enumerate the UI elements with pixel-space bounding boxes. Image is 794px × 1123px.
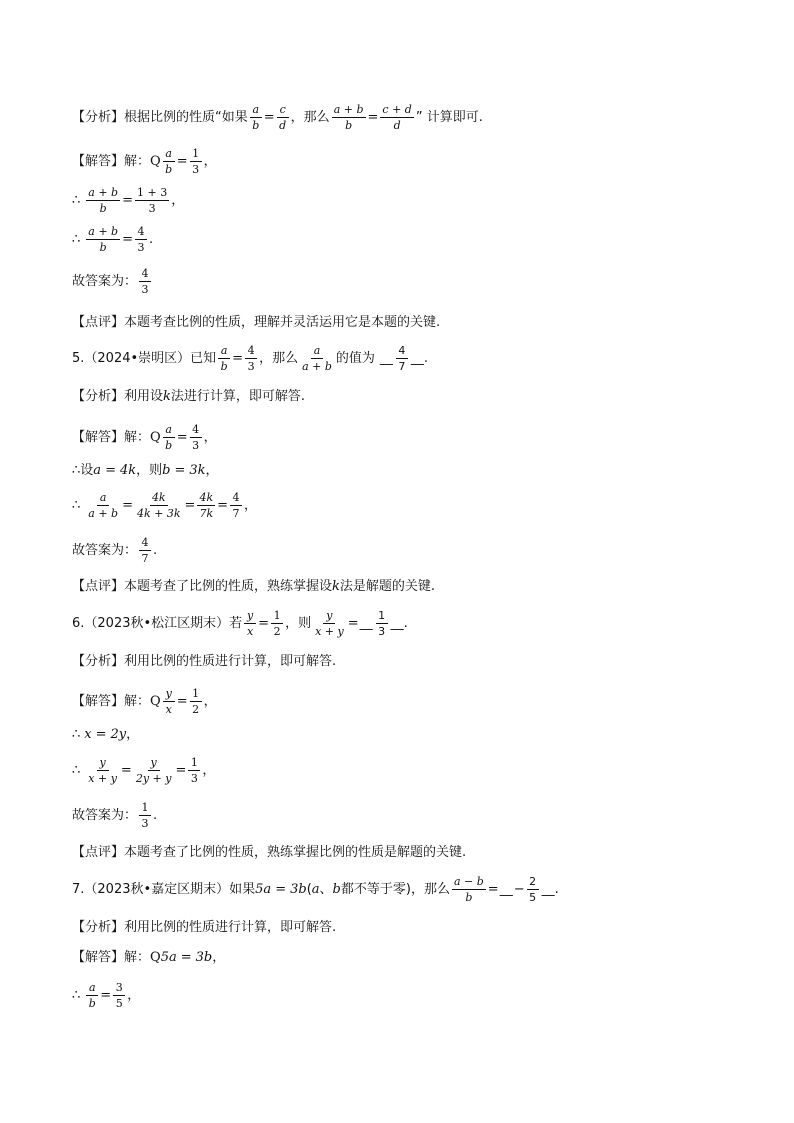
expression: 5a (160, 950, 177, 965)
q6-step2 (72, 757, 754, 784)
comment-text: 本题考查了比例的性质，熟练掌握比例的性质是解题的关键. (124, 845, 467, 860)
therefore-symbol: ∴ (72, 193, 81, 208)
therefore-symbol: ∴ (72, 988, 81, 1003)
s4-final-answer (72, 268, 754, 295)
fraction: $\frac{a}{a + b}$ (88, 491, 119, 520)
fraction: $\frac{1}{2}$ (190, 688, 202, 715)
step-text: ，则 (136, 463, 163, 478)
equals-sign: = (120, 763, 132, 778)
answer-blank: __ (379, 351, 393, 366)
expression: 3k (189, 463, 206, 478)
fraction: $\frac{y}{x}$ (163, 688, 175, 715)
equals-sign: = (175, 763, 187, 778)
because-symbol: Q (150, 430, 161, 445)
s4-answer-line (72, 148, 754, 175)
final-answer-text: 故答案为： (72, 543, 138, 558)
fraction: $\frac{c + d}{d}$ (382, 103, 412, 132)
because-symbol: Q (150, 154, 161, 169)
question-prefix: 6.（2023秋•松江区期末）若 (72, 616, 243, 631)
equals-sign: = (105, 463, 116, 478)
answer-label: 【解答】 (72, 154, 125, 169)
q6-analysis (72, 655, 754, 668)
blank-answer: $\frac{2}{5}$ (527, 876, 539, 903)
q7-question (72, 876, 754, 903)
answer-jie: 解： (124, 694, 151, 709)
q5-question (72, 345, 754, 372)
s4-step1-line (72, 187, 754, 214)
expression: 3b (195, 950, 213, 965)
fraction: $\frac{c}{d}$ (277, 104, 289, 131)
equals-sign: = (487, 882, 499, 897)
fraction: $\frac{y}{x + y}$ (315, 609, 344, 638)
paren: ( (306, 882, 312, 897)
fraction: $\frac{a}{a + b}$ (302, 344, 332, 373)
answer-jie: 解： (124, 430, 151, 445)
fraction: $\frac{1 + 3}{3}$ (137, 186, 168, 215)
answer-label: 【解答】 (72, 950, 125, 965)
punctuation: ， (203, 694, 217, 709)
expression: 2y (110, 727, 127, 742)
fraction: $\frac{y}{x + y}$ (88, 756, 117, 785)
punctuation: ， (203, 430, 217, 445)
s4-analysis-line (72, 104, 754, 131)
answer-blank: __. (541, 882, 559, 897)
variable: k (332, 579, 340, 594)
q5-comment (72, 580, 754, 593)
answer-blank: __. (390, 616, 408, 631)
fraction: $\frac{4}{7}$ (230, 492, 242, 519)
fraction: $\frac{4k}{7k}$ (199, 491, 214, 520)
analysis-text: 根据比例的性质“如果 (124, 110, 248, 125)
fraction: $\frac{a}{b}$ (218, 345, 230, 372)
equals-sign: = (176, 154, 188, 169)
answer-jie: 解： (124, 154, 151, 169)
answer-blank: __ (499, 882, 513, 897)
expression: 5a (255, 882, 272, 897)
equals-sign: = (258, 616, 270, 631)
q6-final-answer (72, 802, 754, 829)
equals-sign: = (100, 988, 112, 1003)
analysis-text: 利用比例的性质进行计算，即可解答. (124, 654, 337, 669)
analysis-text: 法进行计算，即可解答. (170, 389, 306, 404)
variable: x (84, 727, 92, 742)
punctuation: ， (212, 950, 226, 965)
q6-step1 (72, 728, 754, 741)
fraction: $\frac{1}{3}$ (139, 802, 151, 829)
fraction: $\frac{4}{3}$ (245, 345, 257, 372)
variable: b (332, 882, 341, 897)
equals-sign: = (176, 430, 188, 445)
fraction: $\frac{a}{b}$ (163, 148, 175, 175)
equals-sign: = (122, 193, 133, 208)
fraction: $\frac{y}{x}$ (244, 610, 256, 637)
question-text: ，那么 (259, 351, 299, 366)
fraction: $\frac{3}{5}$ (113, 982, 125, 1009)
separator: 、 (319, 882, 333, 897)
final-answer-text: 故答案为： (72, 274, 138, 289)
punctuation: . (153, 808, 158, 823)
q5-answer (72, 424, 754, 451)
punctuation: ， (127, 988, 141, 1003)
equals-sign: = (347, 616, 359, 631)
q7-analysis (72, 921, 754, 934)
fraction: $\frac{4}{3}$ (135, 226, 147, 253)
equals-sign: = (180, 950, 192, 965)
equals-sign: = (122, 232, 133, 247)
analysis-label: 【分析】 (72, 110, 125, 125)
equals-sign: = (367, 110, 379, 125)
fraction: $\frac{a}{b}$ (163, 424, 175, 451)
fraction: $\frac{a + b}{b}$ (88, 186, 119, 215)
analysis-text: 利用设 (124, 389, 164, 404)
equals-sign: = (275, 882, 287, 897)
therefore-symbol: ∴ (72, 727, 81, 742)
minus-sign: − (513, 882, 525, 897)
therefore-symbol: ∴ (72, 498, 81, 513)
therefore-symbol: ∴ (72, 463, 81, 478)
analysis-label: 【分析】 (72, 920, 125, 935)
answer-label: 【解答】 (72, 430, 125, 445)
fraction: $\frac{y}{2y + y}$ (135, 756, 172, 785)
question-prefix: 5.（2024•崇明区）已知 (72, 351, 217, 366)
fraction: $\frac{1}{3}$ (188, 757, 200, 784)
question-text: 都不等于零 (340, 882, 406, 897)
blank-answer: $\frac{4}{7}$ (396, 345, 408, 372)
punctuation: ， (202, 763, 216, 778)
expression: 3b (290, 882, 307, 897)
comment-label: 【点评】 (72, 579, 125, 594)
fraction: $\frac{a + b}{b}$ (88, 225, 119, 254)
fraction: $\frac{4}{3}$ (139, 268, 151, 295)
punctuation: . (153, 543, 158, 558)
equals-sign: = (176, 694, 188, 709)
s4-step2-line (72, 226, 754, 253)
equals-sign: = (217, 498, 229, 513)
q7-step1 (72, 982, 754, 1009)
question-text: ，则 (285, 616, 312, 631)
analysis-label: 【分析】 (72, 389, 125, 404)
equals-sign: = (174, 463, 186, 478)
analysis-text: ” 计算即可. (415, 110, 483, 125)
punctuation: . (149, 232, 154, 247)
analysis-text: ，那么 (290, 110, 330, 125)
s4-comment (72, 316, 754, 329)
punctuation: ， (203, 154, 217, 169)
comment-label: 【点评】 (72, 315, 125, 330)
expression: 4k (119, 463, 137, 478)
variable: k (163, 389, 171, 404)
equals-sign: = (95, 727, 107, 742)
fraction: $\frac{a + b}{b}$ (333, 103, 364, 132)
step-text: 设 (80, 463, 94, 478)
variable: a (93, 463, 102, 478)
q5-final-answer (72, 537, 754, 564)
therefore-symbol: ∴ (72, 763, 81, 778)
punctuation: ， (126, 727, 140, 742)
therefore-symbol: ∴ (72, 232, 81, 247)
punctuation: ， (244, 498, 258, 513)
q5-step2 (72, 492, 754, 519)
fraction: $\frac{1}{2}$ (271, 610, 283, 637)
answer-jie: 解： (124, 950, 151, 965)
question-prefix: 7.（2023秋•嘉定区期末）如果 (72, 882, 256, 897)
fraction: $\frac{a}{b}$ (86, 982, 98, 1009)
paren: ) (405, 882, 411, 897)
analysis-label: 【分析】 (72, 654, 125, 669)
punctuation: ， (171, 193, 185, 208)
because-symbol: Q (150, 694, 161, 709)
question-text: ，那么 (410, 882, 450, 897)
blank-answer: $\frac{1}{3}$ (376, 610, 388, 637)
final-answer-text: 故答案为： (72, 808, 138, 823)
punctuation: ， (205, 463, 219, 478)
answer-blank: __. (410, 351, 429, 366)
equals-sign: = (122, 498, 133, 513)
q5-analysis (72, 390, 754, 403)
fraction: $\frac{4}{3}$ (190, 424, 202, 451)
fraction: $\frac{a}{b}$ (250, 104, 262, 131)
q6-comment (72, 846, 754, 859)
fraction: $\frac{4k}{4k + 3k}$ (137, 491, 181, 520)
q5-step1 (72, 464, 754, 477)
fraction: $\frac{1}{3}$ (190, 148, 202, 175)
variable: a (311, 882, 320, 897)
comment-text: 法是解题的关键. (339, 579, 436, 594)
q6-question (72, 610, 754, 637)
equals-sign: = (232, 351, 244, 366)
question-text: 的值为 (335, 351, 375, 366)
equals-sign: = (184, 498, 196, 513)
comment-text: 本题考查了比例的性质，熟练掌握设 (124, 579, 333, 594)
q6-answer (72, 688, 754, 715)
fraction: $\frac{4}{7}$ (139, 537, 151, 564)
equals-sign: = (263, 110, 275, 125)
answer-label: 【解答】 (72, 694, 125, 709)
comment-label: 【点评】 (72, 845, 125, 860)
q7-answer (72, 951, 754, 964)
comment-text: 本题考查比例的性质，理解并灵活运用它是本题的关键. (124, 315, 441, 330)
answer-blank: __ (359, 616, 373, 631)
fraction: $\frac{a - b}{b}$ (453, 875, 484, 904)
because-symbol: Q (150, 950, 161, 965)
variable: b (162, 463, 171, 478)
analysis-text: 利用比例的性质进行计算，即可解答. (124, 920, 337, 935)
